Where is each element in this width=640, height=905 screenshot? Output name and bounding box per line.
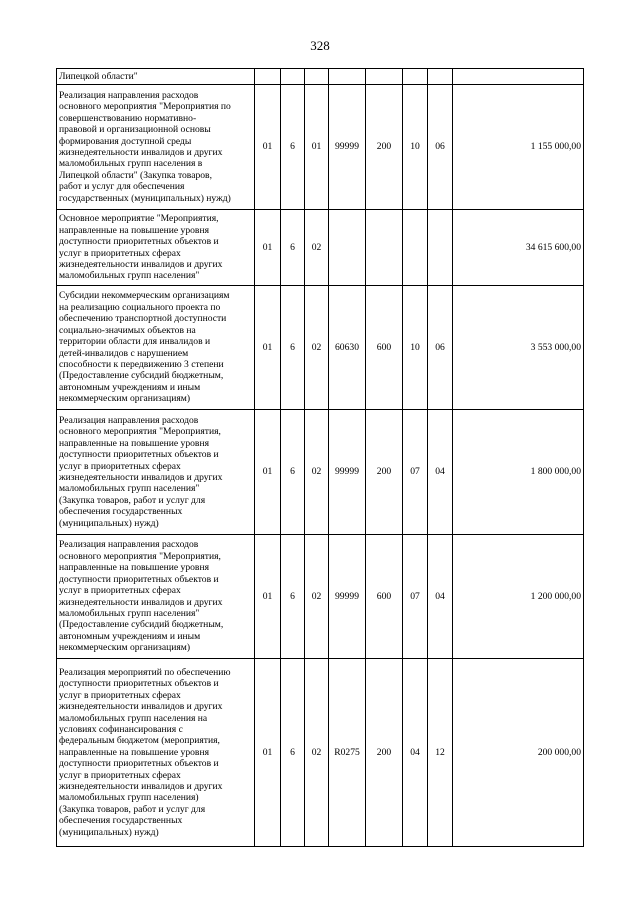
measure-code: 01 (305, 85, 329, 210)
section-code: 04 (403, 659, 428, 847)
program-code: 01 (255, 210, 281, 286)
subprogram-code: 6 (281, 286, 305, 410)
table-row (57, 85, 584, 210)
program-code: 01 (255, 535, 281, 659)
amount: 1 200 000,00 (453, 535, 584, 659)
amount (453, 69, 584, 85)
subprogram-code: 6 (281, 535, 305, 659)
program-code: 01 (255, 410, 281, 535)
table-row (57, 535, 584, 659)
subprogram-code (281, 69, 305, 85)
row-description: Реализация направления расходов основного мероприятия "Мероприятия, направленные на повышение уровня доступности приоритетных объектов и услуг в приоритетных сферах жизнедеятельности инвалидов и других маломобильных групп населения" (Предоставление субсидий бюджетным, автономным учреждениям и иным некоммерческим организациям) (57, 535, 255, 659)
direction-code: 99999 (329, 85, 366, 210)
table-row (57, 286, 584, 410)
row-description: Реализация направления расходов основного мероприятия "Мероприятия по совершенствованию нормативно- правовой и организационной основы формирования доступной среды жизнедеятельности инвалидов и других маломобильных групп населения в Липецкой области" (Закупка товаров, работ и услуг для обеспечения государственных (муниципальных) нужд) (57, 85, 255, 210)
expense-type-code: 200 (366, 85, 403, 210)
measure-code: 02 (305, 535, 329, 659)
amount: 3 553 000,00 (453, 286, 584, 410)
program-code (255, 69, 281, 85)
page-number: 328 (310, 38, 330, 53)
program-code: 01 (255, 659, 281, 847)
expense-type-code: 200 (366, 659, 403, 847)
row-description: Реализация мероприятий по обеспечению доступности приоритетных объектов и услуг в приоритетных сферах жизнедеятельности инвалидов и других маломобильных групп населения на условиях софинансирования с федеральным бюджетом (мероприятия, направленные на повышение уровня доступности приоритетных объектов и услуг в приоритетных сферах жизнедеятельности инвалидов и других маломобильных групп населения) (Закупка товаров, работ и услуг для обеспечения государственных (муниципальных) нужд) (57, 659, 255, 847)
program-code: 01 (255, 286, 281, 410)
row-description: Основное мероприятие "Мероприятия, направленные на повышение уровня доступности приоритетных объектов и услуг в приоритетных сферах жизнедеятельности инвалидов и других маломобильных групп населения" (57, 210, 255, 286)
direction-code: 60630 (329, 286, 366, 410)
table-row (57, 210, 584, 286)
subsection-code (428, 210, 453, 286)
section-code: 10 (403, 85, 428, 210)
subsection-code: 06 (428, 85, 453, 210)
subsection-code: 04 (428, 535, 453, 659)
subsection-code: 12 (428, 659, 453, 847)
subprogram-code: 6 (281, 210, 305, 286)
expense-type-code (366, 210, 403, 286)
section-code: 10 (403, 286, 428, 410)
row-description: Реализация направления расходов основного мероприятия "Мероприятия, направленные на повышение уровня доступности приоритетных объектов и услуг в приоритетных сферах жизнедеятельности инвалидов и других маломобильных групп населения" (Закупка товаров, работ и услуг для обеспечения государственных (муниципальных) нужд) (57, 410, 255, 535)
subsection-code: 06 (428, 286, 453, 410)
table-row (57, 659, 584, 847)
budget-table (56, 68, 584, 847)
expense-type-code (366, 69, 403, 85)
section-code: 07 (403, 410, 428, 535)
subprogram-code: 6 (281, 659, 305, 847)
amount: 200 000,00 (453, 659, 584, 847)
expense-type-code: 600 (366, 286, 403, 410)
measure-code: 02 (305, 410, 329, 535)
amount: 34 615 600,00 (453, 210, 584, 286)
direction-code: R0275 (329, 659, 366, 847)
direction-code (329, 69, 366, 85)
measure-code: 02 (305, 210, 329, 286)
expense-type-code: 200 (366, 410, 403, 535)
expense-type-code: 600 (366, 535, 403, 659)
measure-code: 02 (305, 659, 329, 847)
subsection-code (428, 69, 453, 85)
section-code (403, 210, 428, 286)
program-code: 01 (255, 85, 281, 210)
subsection-code: 04 (428, 410, 453, 535)
measure-code: 02 (305, 286, 329, 410)
amount: 1 155 000,00 (453, 85, 584, 210)
direction-code (329, 210, 366, 286)
table-row (57, 410, 584, 535)
row-description: Субсидии некоммерческим организациям на реализацию социального проекта по обеспечению транспортной доступности социально-значимых объектов на территории области для инвалидов и детей-инвалидов с нарушением способности к передвижению 3 степени (Предоставление субсидий бюджетным, автономным учреждениям и иным некоммерческим организациям) (57, 286, 255, 410)
subprogram-code: 6 (281, 85, 305, 210)
direction-code: 99999 (329, 410, 366, 535)
row-description: Липецкой области" (57, 69, 255, 85)
section-code: 07 (403, 535, 428, 659)
table-row (57, 69, 584, 85)
measure-code (305, 69, 329, 85)
section-code (403, 69, 428, 85)
direction-code: 99999 (329, 535, 366, 659)
subprogram-code: 6 (281, 410, 305, 535)
amount: 1 800 000,00 (453, 410, 584, 535)
